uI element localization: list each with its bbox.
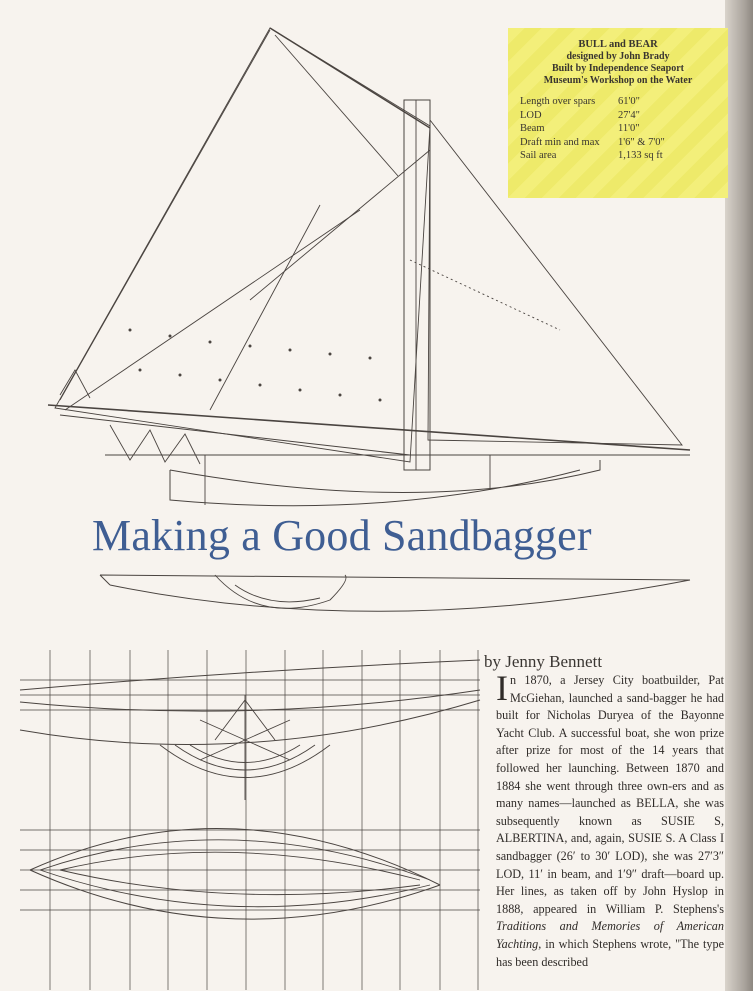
mast [404,100,430,470]
half-breadth [30,828,440,919]
spec-designer: designed by John Brady [566,51,670,62]
article-byline: by Jenny Bennett [484,652,603,671]
spec-row [520,136,716,150]
spec-builder-line1: Built by Independence Seaport [552,63,684,74]
spec-label: Beam [520,123,545,134]
specifications-box [508,28,728,198]
spec-value: 27'4" [618,109,640,121]
spec-row [520,109,716,123]
spec-row [520,122,716,136]
page-binding-edge [725,0,753,991]
spec-value: 1,133 sq ft [618,150,663,161]
deck-plan [100,575,690,611]
hull-profile [105,455,690,506]
spec-label: Draft min and max [520,136,600,148]
spec-label: Length over spars [520,96,596,107]
spec-title: BULL and BEAR [578,39,658,50]
spec-label: LOD [520,109,542,121]
spec-value: 11'0" [618,123,640,134]
spec-label: Sail area [520,150,557,161]
spec-value: 61'0" [618,96,640,107]
spec-row [520,95,716,109]
spec-builder-line2: Museum's Workshop on the Water [543,75,693,86]
spec-table [520,95,716,163]
article-headline: Making a Good Sandbagger [92,511,592,560]
book-title: Traditions and Memories of American Yachting, [496,919,724,951]
drop-cap: I [496,668,508,708]
article-body [496,668,724,971]
article-paragraph-part2: in which Stephens wrote, "The type has been described [496,936,724,969]
spec-value: 1'6" & 7'0" [618,136,665,148]
spec-row [520,149,716,163]
article-paragraph-part1: n 1870, a Jersey City boatbuilder, Pat McGiehan, launched a sand-bagger he had built for Nicholas Duryea of the Bayonne Yacht Club. A successful boat, she won prize after prize for most of the 14 years that followed her launching. Between 1870 and 1884 she went through three own-ers and as many names—launched as BELLA, she was subsequently known as SUSIE S, ALBERTINA, and, again, SUSIE S. A Class I sandbagger (26′ to 30′ LOD), she was 27′3″ LOD, 11′ in beam, and 1′9″ draft—board up. Her lines, as taken off by John Hyslop in 1888, appeared in William P. Stephens's [496,673,724,916]
